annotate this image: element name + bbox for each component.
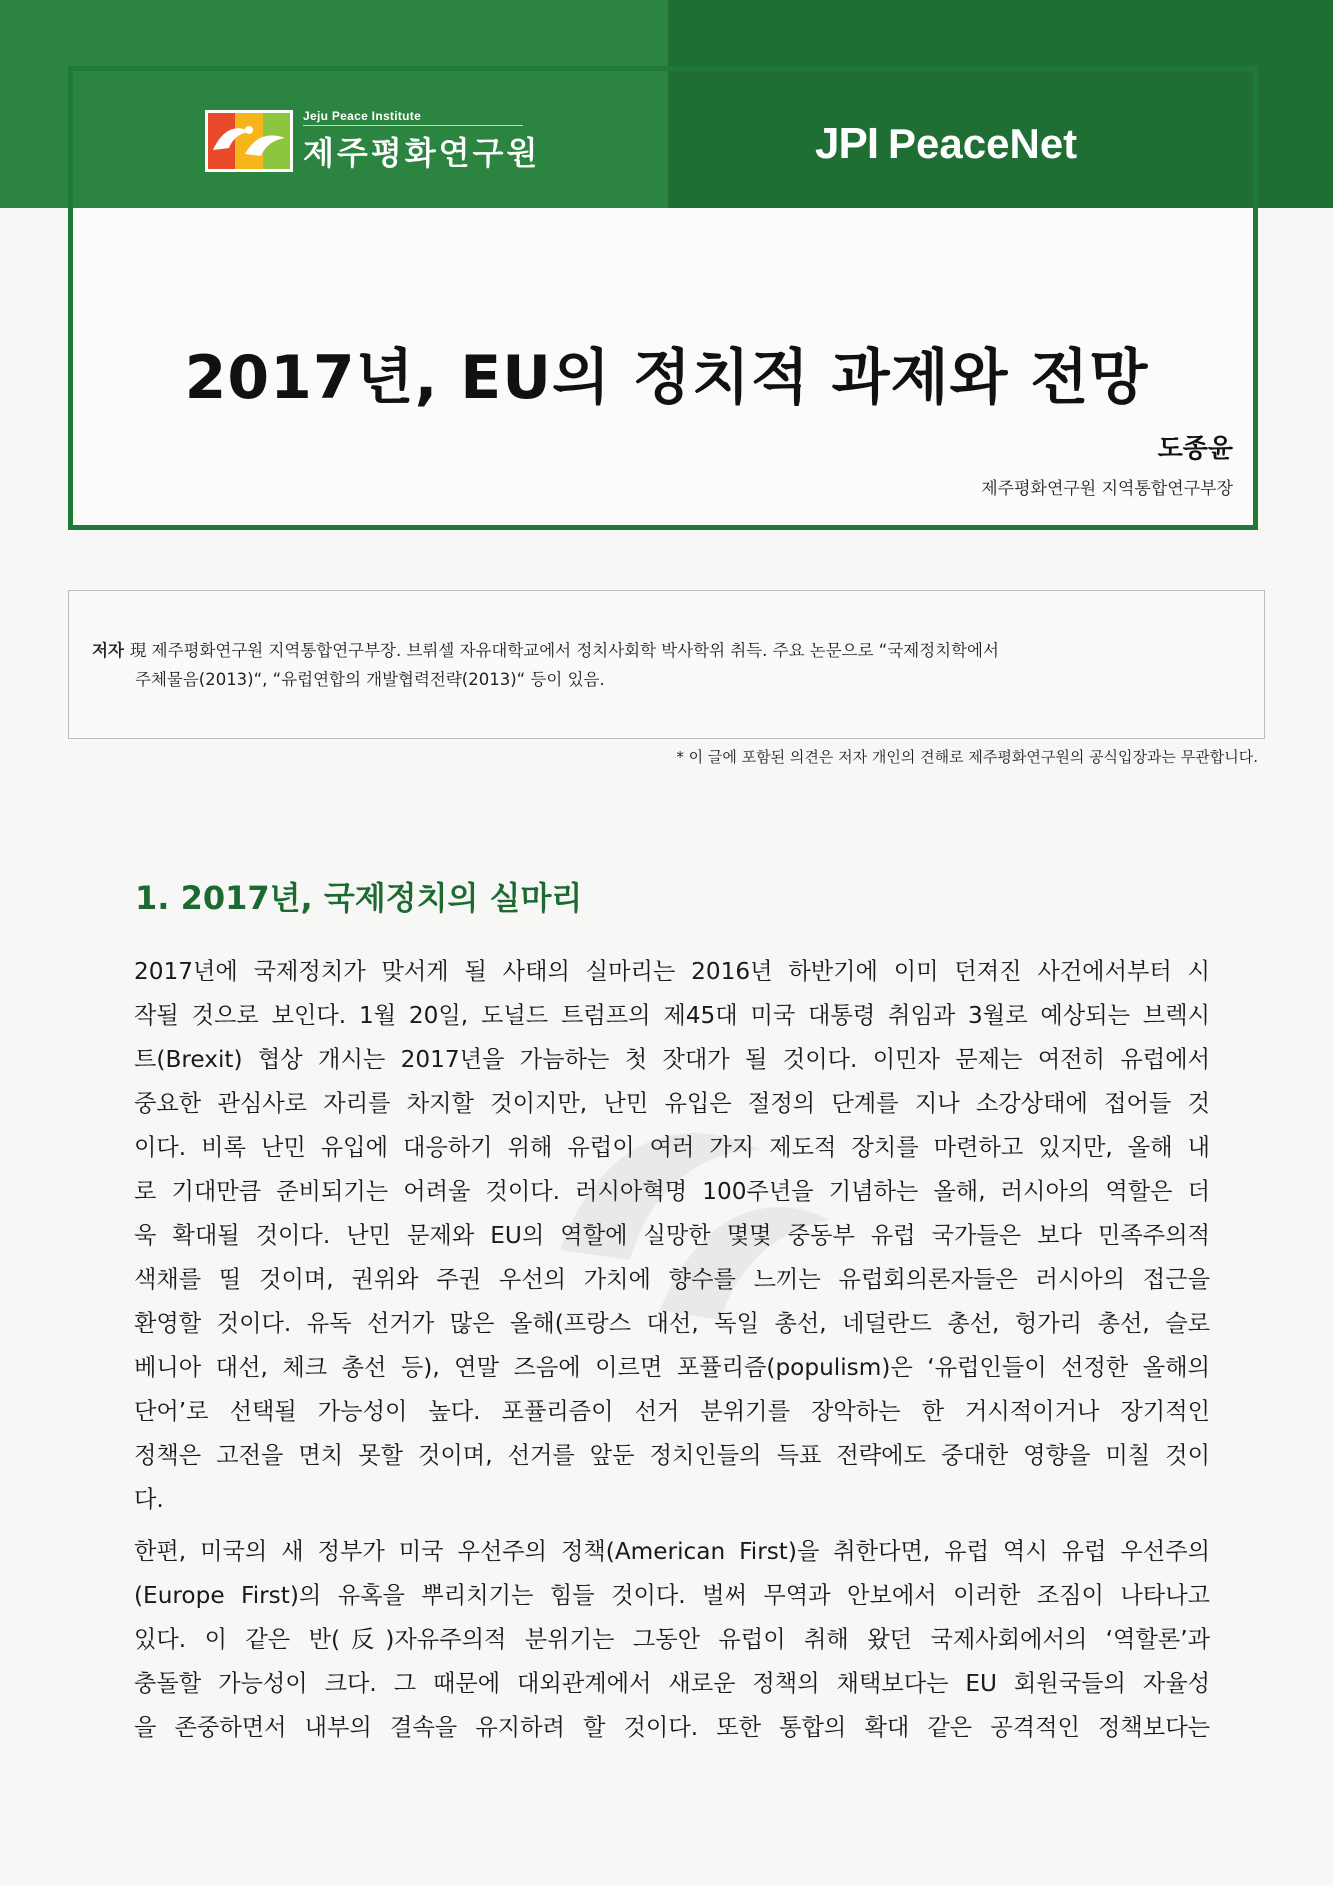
text-line: 2017년에 국제정치가 맞서게 될 사태의 실마리는 2016년 하반기에 이미 던져진 사건에서부터 시 [134, 958, 1210, 985]
text-line: 단어’로 선택될 가능성이 높다. 포퓰리즘이 선거 분위기를 장악하는 한 거시적이거나 장기적인 [134, 1398, 1210, 1425]
text-line: 한편, 미국의 새 정부가 미국 우선주의 정책(American First)을 취한다면, 유럽 역시 유럽 우선주의 [134, 1538, 1210, 1565]
jpi-peacenet-logo[interactable] [815, 116, 1077, 172]
text-line: 을 존중하면서 내부의 결속을 유지하려 할 것이다. 또한 통합의 확대 같은 공격적인 정책보다는 [134, 1714, 1210, 1741]
text-line: 작될 것으로 보인다. 1월 20일, 도널드 트럼프의 제45대 미국 대통령 취임과 3월로 예상되는 브렉시 [134, 1002, 1210, 1029]
jeju-peace-institute-logo[interactable] [205, 110, 540, 172]
text-line: (Europe First)의 유혹을 뿌리치기는 힘들 것이다. 벌써 무역과 안보에서 이러한 조짐이 나타나고 [134, 1582, 1210, 1609]
paragraph-2 [122, 1530, 1210, 1750]
text-line: 욱 확대될 것이다. 난민 문제와 EU의 역할에 실망한 몇몇 중동부 유럽 국가들은 보다 민족주의적 [134, 1222, 1210, 1249]
logo-korean-name: 제주평화연구원 [303, 133, 541, 172]
bio-line-1: 現 제주평화연구원 지역통합연구부장. 브뤼셀 자유대학교에서 정치사회학 박사학위 취득. 주요 논문으로 “국제정치학에서 [129, 641, 999, 660]
jpi-logo-mark: JPI [815, 119, 879, 168]
text-line: 있다. 이 같은 반(反)자유주의적 분위기는 그동안 유럽이 취해 왔던 국제사회에서의 ‘역할론’과 [134, 1626, 1210, 1653]
text-line: 환영할 것이다. 유독 선거가 많은 올해(프랑스 대선, 독일 총선, 네덜란드 총선, 헝가리 총선, 슬로 [134, 1310, 1210, 1337]
dove-emblem-icon [205, 110, 293, 172]
text-line: 중요한 관심사로 자리를 차지할 것이지만, 난민 유입은 절정의 단계를 지나 소강상태에 접어들 것 [134, 1090, 1210, 1117]
text-line: 색채를 띨 것이며, 권위와 주권 우선의 가치에 향수를 느끼는 유럽회의론자들은 러시아의 접근을 [134, 1266, 1210, 1293]
disclaimer-note: * 이 글에 포함된 의견은 저자 개인의 견해로 제주평화연구원의 공식입장과는 무관합니다. [676, 748, 1258, 766]
text-line: 정책은 고전을 면치 못할 것이며, 선거를 앞둔 정치인들의 득표 전략에도 중대한 영향을 미칠 것이 [134, 1442, 1210, 1469]
article-body [122, 950, 1210, 1758]
author-affiliation: 제주평화연구원 지역통합연구부장 [981, 479, 1233, 499]
logo-english-name: Jeju Peace Institute [303, 109, 523, 126]
text-line: 트(Brexit) 협상 개시는 2017년을 가늠하는 첫 잣대가 될 것이다. 이민자 문제는 여전히 유럽에서 [134, 1046, 1210, 1073]
author-bio [92, 636, 1242, 694]
author-name: 도종윤 [1157, 434, 1233, 464]
peacenet-wordmark: PeaceNet [888, 120, 1078, 167]
text-line: 베니아 대선, 체크 총선 등), 연말 즈음에 이르면 포퓰리즘(populism)은 ‘유럽인들이 선정한 올해의 [134, 1354, 1210, 1381]
text-line: 충돌할 가능성이 크다. 그 때문에 대외관계에서 새로운 정책의 채택보다는 EU 회원국들의 자율성 [134, 1670, 1210, 1697]
document-title: 2017년, EU의 정치적 과제와 전망 [184, 343, 1149, 413]
text-line: 다. [134, 1486, 164, 1513]
paragraph-1 [122, 950, 1210, 1522]
bio-line-2: 주체물음(2013)“, “유럽연합의 개발협력전략(2013)“ 등이 있음. [135, 670, 605, 689]
bio-label: 저자 [92, 641, 124, 660]
text-line: 로 기대만큼 준비되기는 어려울 것이다. 러시아혁명 100주년을 기념하는 올해, 러시아의 역할은 더 [134, 1178, 1210, 1205]
section-heading: 1. 2017년, 국제정치의 실마리 [135, 879, 583, 917]
text-line: 이다. 비록 난민 유입에 대응하기 위해 유럽이 여러 가지 제도적 장치를 마련하고 있지만, 올해 내 [134, 1134, 1210, 1161]
